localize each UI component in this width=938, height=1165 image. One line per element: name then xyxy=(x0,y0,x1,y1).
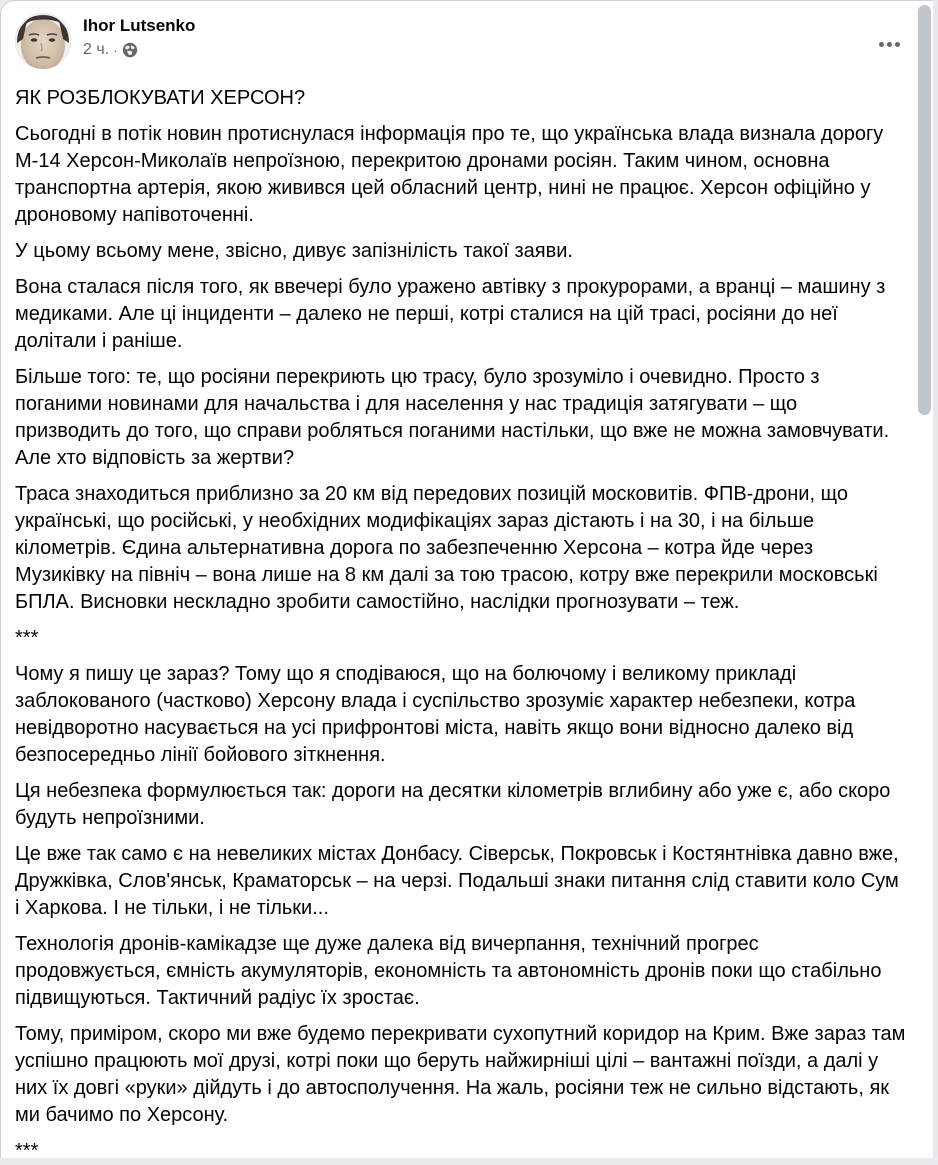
timestamp[interactable]: 2 ч. xyxy=(83,41,110,58)
section-separator: *** xyxy=(15,1140,39,1162)
section-separator: *** xyxy=(15,627,39,649)
post-paragraph: У цьому всьому мене, звісно, дивує запізнілість такої заяви. xyxy=(15,240,573,262)
post-meta xyxy=(83,40,921,60)
post-paragraph: Це вже так само є на невеликих містах Донбасу. Сіверськ, Покровськ і Костянтнівка давно вже, Дружківка, Слов'янськ, Краматорськ – на черзі. Подальші знаки питання слід ставити коло Сум і Харкова. І не тільки, і не тільки... xyxy=(15,843,905,919)
author-name[interactable]: Ihor Lutsenko xyxy=(83,16,196,35)
avatar[interactable] xyxy=(15,13,71,69)
post-paragraph: Тому, приміром, скоро ми вже будемо перекривати сухопутний коридор на Крим. Вже зараз там успішно працюють мої друзі, котрі поки що беруть найжирніші цілі – вантажні поїзди, а далі у них їх довгі «руки» дійдуть і до автосполучення. На жаль, росіяни теж не сильно відстають, як ми бачимо по Херсону. xyxy=(15,1023,911,1126)
post-paragraph: Траса знаходиться приблизно за 20 км від передових позицій московитів. ФПВ-дрони, що українські, що російські, у необхідних модифікаціях зараз дістають і на 30, і на більше кілометрів. Єдина альтернативна дорога по забезпеченню Херсона – котра йде через Музиківку на північ – вона лише на 8 км далі за тою трасою, котру вже перекрили московські БПЛА. Висновки нескладно зробити самостійно, наслідки прогнозувати – теж. xyxy=(15,483,884,613)
post-body xyxy=(1,75,937,1165)
post-header xyxy=(1,1,937,75)
meta-separator: · xyxy=(113,42,118,58)
ellipsis-dot xyxy=(887,42,892,47)
post-paragraph: Сьогодні в потік новин протиснулася інформація про те, що українська влада визнала дорогу М-14 Херсон-Миколаїв непроїзною, перекритою дронами росіян. Таким чином, основна транспортна артерія, якою живився цей обласний центр, нині не працює. Херсон офіційно у дроновому напівоточенні. xyxy=(15,123,889,226)
post-paragraph: Вона сталася після того, як ввечері було уражено автівку з прокурорами, а вранці – машину з медиками. Але ці інциденти – далеко не перші, котрі сталися на цій трасі, росіяни до неї долітали і раніше. xyxy=(15,276,891,352)
scrollbar-thumb[interactable] xyxy=(918,5,931,415)
ellipsis-dot xyxy=(895,42,900,47)
post-paragraph: Більше того: те, що росіяни перекриють цю трасу, було зрозуміло і очевидно. Просто з поганими новинами для начальства і для населення у нас традиція затягувати – що призводить до того, що справи робляться поганими настільки, що вже не можна замовчувати. Але хто відповість за жертви? xyxy=(15,366,895,469)
post-paragraph: Технологія дронів-камікадзе ще дуже далека від вичерпання, технічний прогрес продовжується, ємність акумуляторів, економність та автономність дронів поки що стабільно підвищуються. Тактичний радіус їх зростає. xyxy=(15,933,888,1009)
ellipsis-dot xyxy=(879,42,884,47)
post-paragraph: Ця небезпека формулюється так: дороги на десятки кілометрів вглибину або уже є, або скоро будуть непроїзними. xyxy=(15,780,896,829)
globe-icon xyxy=(122,42,138,58)
ellipsis-menu-button[interactable] xyxy=(873,31,905,57)
post-title: ЯК РОЗБЛОКУВАТИ ХЕРСОН? xyxy=(15,87,306,109)
header-text xyxy=(83,13,921,60)
post-paragraph: Чому я пишу це зараз? Тому що я сподіваюся, що на болючому і великому прикладі заблокованого (частково) Херсону влада і суспільство зрозуміє характер небезпеки, котра невідворотно насувається на усі прифронтові міста, навіть якщо вони відносно далеко від безпосередньо лінії бойового зіткнення. xyxy=(15,663,861,766)
window-edge xyxy=(933,0,938,1158)
